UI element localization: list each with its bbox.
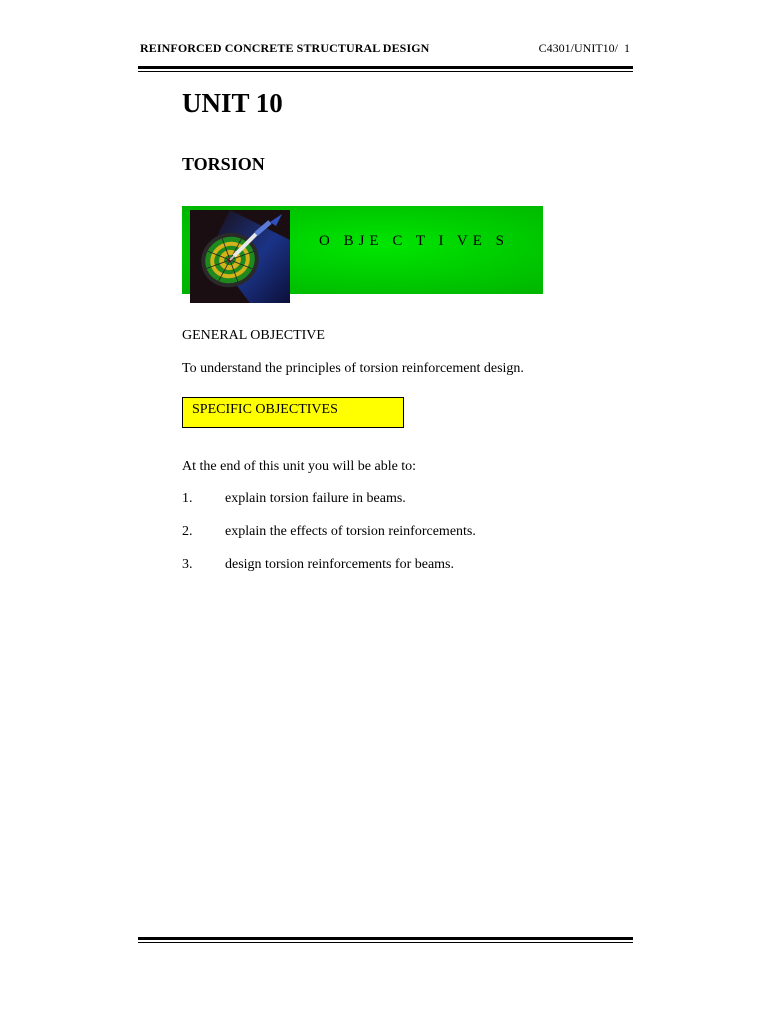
objective-number: 3. bbox=[182, 557, 193, 572]
course-title: REINFORCED CONCRETE STRUCTURAL DESIGN bbox=[140, 41, 430, 55]
footer-rule bbox=[138, 937, 633, 943]
specific-objectives-box bbox=[182, 397, 404, 428]
page-number: 1 bbox=[624, 41, 630, 55]
objective-text: explain the effects of torsion reinforcements. bbox=[225, 524, 476, 539]
objective-number: 2. bbox=[182, 524, 193, 539]
general-objective-text: To understand the principles of torsion reinforcement design. bbox=[182, 361, 524, 376]
objectives-banner bbox=[182, 206, 543, 294]
header-rule bbox=[138, 66, 633, 72]
general-objective-label: GENERAL OBJECTIVE bbox=[182, 328, 325, 343]
objective-number: 1. bbox=[182, 491, 193, 506]
objective-text: design torsion reinforcements for beams. bbox=[225, 557, 454, 572]
specific-objectives-label: SPECIFIC OBJECTIVES bbox=[192, 402, 338, 417]
objectives-intro: At the end of this unit you will be able to: bbox=[182, 459, 417, 474]
page-ref bbox=[539, 41, 630, 56]
unit-title: UNIT 10 bbox=[182, 88, 283, 118]
objectives-banner-text: O BJE C T I VE S bbox=[319, 233, 510, 249]
topic-title: TORSION bbox=[182, 154, 265, 174]
dartboard-icon bbox=[190, 210, 290, 303]
course-code: C4301/UNIT10/ bbox=[538, 41, 618, 55]
objective-text: explain torsion failure in beams. bbox=[225, 491, 406, 506]
